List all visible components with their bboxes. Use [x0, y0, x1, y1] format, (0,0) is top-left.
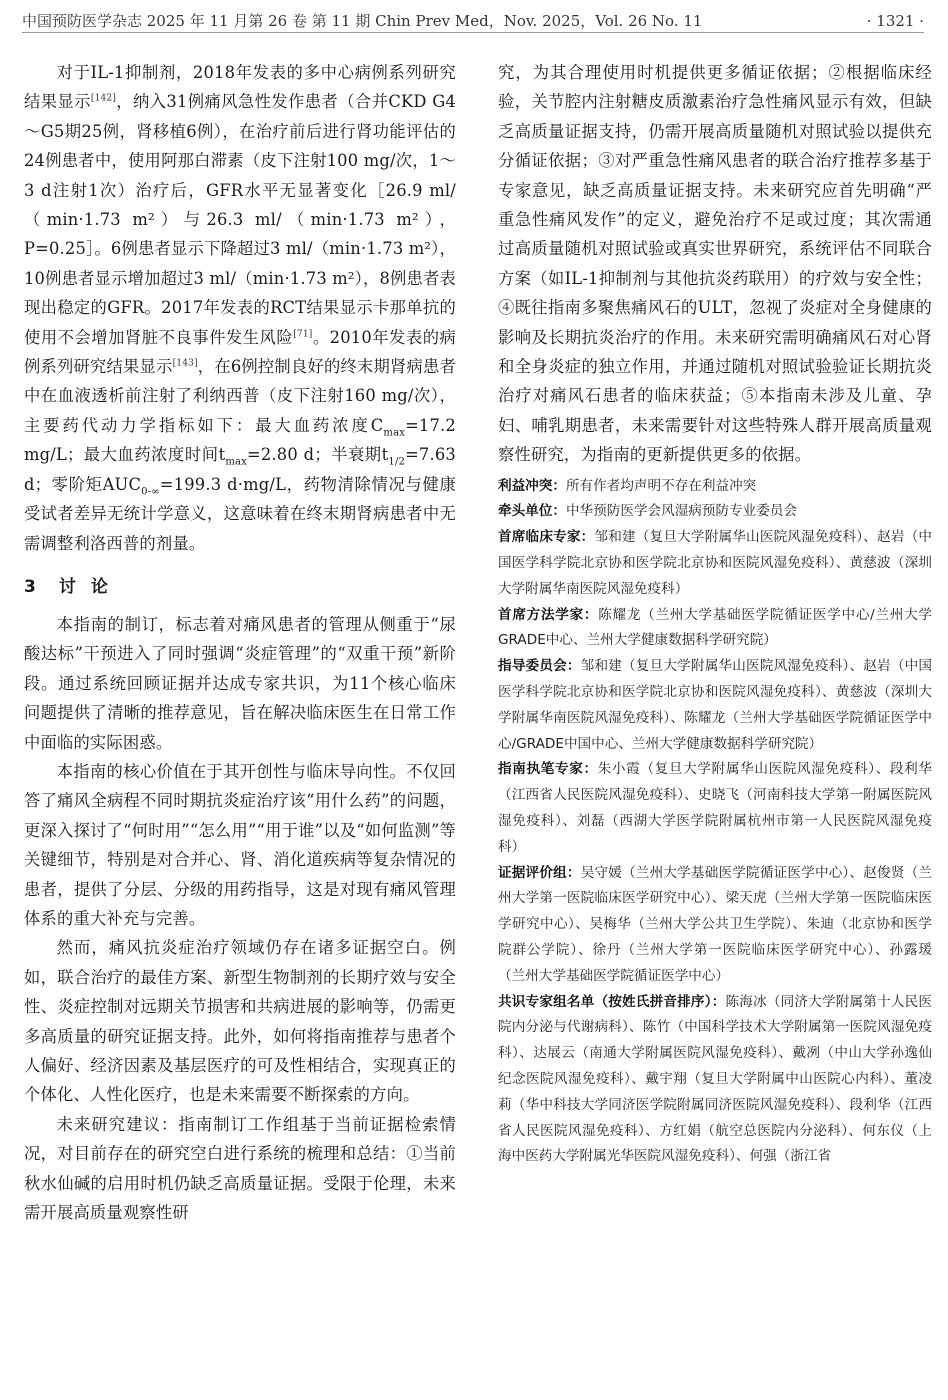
discussion-paragraph-3: 然而，痛风抗炎症治疗领域仍存在诸多证据空白。例如，联合治疗的最佳方案、新型生物制剂的长期疗效与安全性、炎症控制对远期关节损害和共病进展的影响等，仍需更多高质量的研究证据支持。此外，如何将指南推荐与患者个人偏好、经济因素及基层医疗的可及性相结合，实现真正的个体化、人性化医疗，也是未来需要不断探索的方向。: [24, 938, 456, 1105]
conflict-of-interest: 利益冲突：所有作者均声明不存在利益冲突: [498, 477, 757, 494]
consensus-expert-list: 共识专家组名单（按姓氏拼音排序）：陈海冰（同济大学附属第十人民医院内分泌与代谢病科）、陈竹（中国科学技术大学附属第一医院风湿免疫科）、达展云（南通大学附属医院风湿免疫科）、戴冽（中山大学孙逸仙纪念医院风湿免疫科）、戴宇翔（复旦大学附属中山医院心内科）、董凌莉（华中科技大学同济医学院附属同济医院风湿免疫科）、段利华（江西省人民医院风湿免疫科）、方红娟（航空总医院内分泌科）、何东仪（上海中医药大学附属光华医院风湿免疫科）、何强（浙江省: [498, 993, 932, 1165]
discussion-paragraph-1: 本指南的制订，标志着对痛风患者的管理从侧重于“尿酸达标”干预进入了同时强调“炎症管理”的“双重干预”新阶段。通过系统回顾证据并达成专家共识，为11个核心临床问题提供了清晰的推荐意见，旨在解决临床医生在日常工作中面临的实际困惑。: [24, 614, 456, 752]
citation-ref[interactable]: [71]: [293, 329, 313, 340]
evidence-evaluation-group: 证据评价组：吴守媛（兰州大学基础医学院循证医学中心）、赵俊贤（兰州大学第一医院临床医学研究中心）、梁天虎（兰州大学第一医院临床医学研究中心）、吴梅华（兰州大学公共卫生学院）、朱迪（北京协和医学院群公学院）、徐丹（兰州大学第一医院临床医学研究中心）、孙露瑗（兰州大学基础医学院循证医学中心）: [498, 864, 932, 984]
il1-inhibitor-paragraph: 对于IL-1抑制剂，2018年发表的多中心病例系列研究结果显示[142]，纳入31例痛风急性发作患者（合并CKD G4～G5期25例，肾移植6例），在治疗前后进行肾功能评估的24例患者中，使用阿那白滞素（皮下注射100 mg/次，1～3 d注射1次）治疗后，GFR水平无显著变化［26.9 ml/（min·1.73 m²）与26.3 ml/（min·1.73 m²），P=0.25］。6例患者显示下降超过3 ml/（min·1.73 m²），10例患者显示增加超过3 ml/（min·1.73 m²），8例患者表现出稳定的GFR。2017年发表的RCT结果显示卡那单抗的使用不会增加肾脏不良事件发生风险[71]。2010年发表的病例系列研究结果显示[143]，在6例控制良好的终末期肾病患者中在血液透析前注射了利纳西普（皮下注射160 mg/次），主要药代动力学指标如下：最大血药浓度$C_{max}=17.2$ mg/L；最大血药浓度时间$t_{max}=2.80$ d；半衰期$t_{1/2}=7.63$ d；零阶矩$AUC_{0-\infty}=199.3$ d·mg/L，药物清除情况与健康受试者差异无统计学意义，这意味着在终末期肾病患者中无需调整利洛西普的剂量。: [24, 63, 456, 553]
section-heading-discussion: 3 讨 论: [24, 576, 109, 597]
discussion-paragraph-2: 本指南的核心价值在于其开创性与临床导向性。不仅回答了痛风全病程不同时期抗炎症治疗该“用什么药”的问题，更深入探讨了“何时用”“怎么用”“用于谁”以及“如何监测”等关键细节，特别是对合并心、肾、消化道疾病等复杂情况的患者，提供了分层、分级的用药指导，这是对现有痛风管理体系的重大补充与完善。: [24, 761, 456, 928]
chief-methodologist: 首席方法学家：陈耀龙（兰州大学基础医学院循证医学中心/兰州大学GRADE中心、兰州大学健康数据科学研究院）: [498, 606, 932, 649]
future-research-continued: 究，为其合理使用时机提供更多循证依据；②根据临床经验，关节腔内注射糖皮质激素治疗急性痛风显示有效，但缺乏高质量证据支持，仍需开展高质量随机对照试验以提供充分循证依据；③对严重急性痛风患者的联合治疗推荐多基于专家意见，缺乏高质量证据支持。未来研究应首先明确“严重急性痛风发作”的定义，避免治疗不足或过度；其次需通过高质量随机对照试验或真实世界研究，系统评估不同联合方案（如IL-1抑制剂与其他抗炎药联用）的疗效与安全性；④既往指南多聚焦痛风石的ULT，忽视了炎症对全身健康的影响及长期抗炎治疗的作用。未来研究需明确痛风石对心肾和全身炎症的独立作用，并通过随机对照试验验证长期抗炎治疗对痛风石患者的临床获益；⑤本指南未涉及儿童、孕妇、哺乳期患者，未来需要针对这些特殊人群开展高质量观察性研究，为指南的更新提供更多的依据。: [498, 63, 932, 465]
steering-committee: 指导委员会：邹和建（复旦大学附属华山医院风湿免疫科）、赵岩（中国医学科学院北京协和医学院北京协和医院风湿免疫科）、黄慈波（深圳大学附属华南医院风湿免疫科）、陈耀龙（兰州大学基础医学院循证医学中心/GRADE中国中心、兰州大学健康数据科学研究院）: [498, 658, 932, 752]
citation-ref[interactable]: [143]: [172, 358, 198, 369]
running-header: [22, 10, 924, 33]
left-column: [24, 58, 456, 1227]
chief-clinical-experts: 首席临床专家：邹和建（复旦大学附属华山医院风湿免疫科）、赵岩（中国医学科学院北京协和医学院北京协和医院风湿免疫科）、黄慈波（深圳大学附属华南医院风湿免疫科）: [498, 529, 932, 597]
lead-unit: 牵头单位：中华预防医学会风湿病预防专业委员会: [498, 503, 798, 520]
citation-ref[interactable]: [142]: [90, 93, 117, 104]
guideline-writers: 指南执笔专家：朱小霞（复旦大学附属华山医院风湿免疫科）、段利华（江西省人民医院风湿免疫科）、史晓飞（河南科技大学第一附属医院风湿免疫科）、刘磊（西湖大学医学院附属杭州市第一人民医院风湿免疫科）: [498, 761, 932, 855]
right-column: [498, 58, 932, 1170]
journal-citation: 中国预防医学杂志 2025 年 11 月第 26 卷 第 11 期 Chin Prev Med，Nov. 2025，Vol. 26 No. 11: [22, 12, 703, 30]
future-research-paragraph: 未来研究建议：指南制订工作组基于当前证据检索情况，对目前存在的研究空白进行系统的梳理和总结：①当前秋水仙碱的启用时机仍缺乏高质量证据。受限于伦理，未来需开展高质量观察性研: [24, 1114, 456, 1223]
page-number: · 1321 ·: [866, 12, 924, 30]
